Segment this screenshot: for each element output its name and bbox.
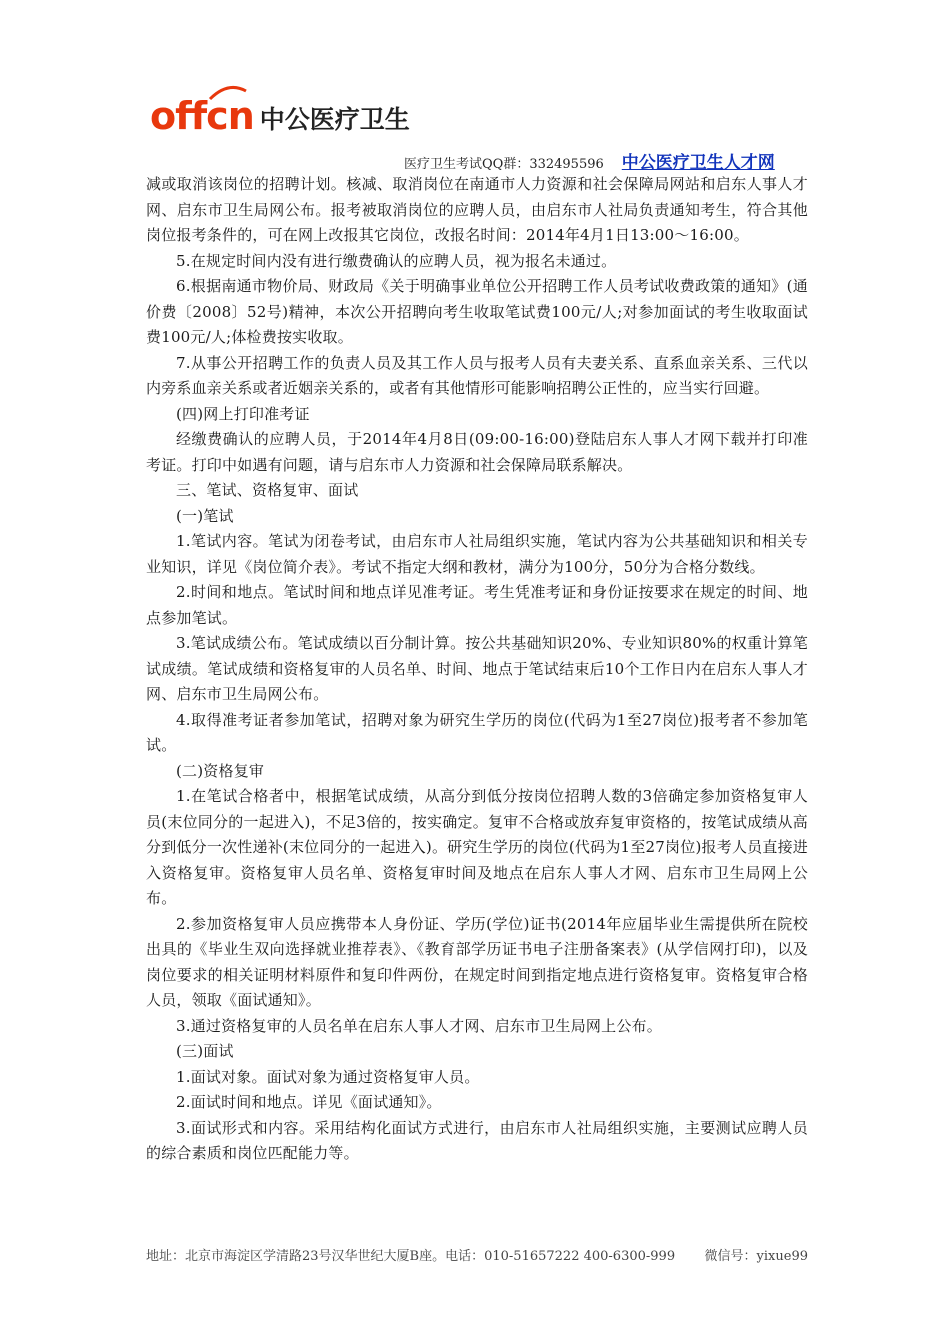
paragraph: 2.参加资格复审人员应携带本人身份证、学历(学位)证书(2014年应届毕业生需提供所在院校出具的《毕业生双向选择就业推荐表》、《教育部学历证书电子注册备案表》(从学信网打印)，以及岗位要求的相关证明材料原件和复印件两份，在规定时间到指定地点进行资格复审。资格复审合格人员，领取《面试通知》。: [146, 914, 808, 1009]
paragraph: 2.面试时间和地点。详见《面试通知》。: [176, 1093, 442, 1111]
paragraph: 3.面试形式和内容。采用结构化面试方式进行，由启东市人社局组织实施，主要测试应聘人员的综合素质和岗位匹配能力等。: [146, 1118, 808, 1162]
section-heading: (三)面试: [176, 1042, 234, 1060]
logo-wordmark: offcn: [150, 94, 254, 138]
paragraph: 1.在笔试合格者中，根据笔试成绩，从高分到低分按岗位招聘人数的3倍确定参加资格复审人员(末位同分的一起进入)，不足3倍的，按实确定。复审不合格或放弃复审资格的，按笔试成绩从高分到低分一次性递补(末位同分的一起进入)。研究生学历的岗位(代码为1至27岗位)报考人员直接进入资格复审。资格复审人员名单、资格复审时间及地点在启东人事人才网、启东市卫生局网上公布。: [146, 787, 808, 907]
paragraph: 3.通过资格复审的人员名单在启东人事人才网、启东市卫生局网上公布。: [176, 1016, 662, 1035]
talent-site-link[interactable]: 中公医疗卫生人才网: [621, 153, 775, 173]
paragraph: 7.从事公开招聘工作的负责人员及其工作人员与报考人员有夫妻关系、直系血亲关系、三代以内旁系血亲关系或者近姻亲关系的，或者有其他情形可能影响招聘公正性的，应当实行回避。: [146, 353, 808, 397]
logo-chinese-name: 中公医疗卫生: [259, 105, 410, 134]
footer-wechat: 微信号：yixue99: [704, 1249, 808, 1264]
qq-group-text: 医疗卫生考试QQ群：332495596: [404, 157, 604, 172]
section-heading: (一)笔试: [176, 506, 234, 525]
section-heading: 三、笔试、资格复审、面试: [176, 481, 359, 499]
paragraph: 1.笔试内容。笔试为闭卷考试，由启东市人社局组织实施，笔试内容为公共基础知识和相关专业知识，详见《岗位简介表》。考试不指定大纲和教材，满分为100分，50分为合格分数线。: [146, 532, 808, 576]
paragraph: 4.取得准考证者参加笔试，招聘对象为研究生学历的岗位(代码为1至27岗位)报考者不参加笔试。: [146, 710, 808, 754]
paragraph: 1.面试对象。面试对象为通过资格复审人员。: [176, 1067, 480, 1086]
paragraph: 减或取消该岗位的招聘计划。核减、取消岗位在南通市人力资源和社会保障局网站和启东人事人才网、启东市卫生局网公布。报考被取消岗位的应聘人员，由启东市人社局负责通知考生，符合其他岗位报考条件的，可在网上改报其它岗位，改报名时间：2014年4月1日13:00～16:00。: [146, 175, 808, 244]
page-footer: [146, 1245, 808, 1264]
header-contact: [404, 148, 775, 173]
logo-arc-icon: [208, 85, 248, 101]
paragraph: 6.根据南通市物价局、财政局《关于明确事业单位公开招聘工作人员考试收费政策的通知》(通价费〔2008〕52号)精神，本次公开招聘向考生收取笔试费100元/人;对参加面试的考生收取面试费100元/人;体检费按实收取。: [146, 277, 808, 346]
paragraph: 5.在规定时间内没有进行缴费确认的应聘人员，视为报名未通过。: [176, 251, 617, 270]
page-header: [0, 0, 950, 175]
paragraph: 2.时间和地点。笔试时间和地点详见准考证。考生凭准考证和身份证按要求在规定的时间、地点参加笔试。: [146, 583, 808, 627]
paragraph: 经缴费确认的应聘人员，于2014年4月8日(09:00-16:00)登陆启东人事人才网下载并打印准考证。打印中如遇有问题，请与启东市人力资源和社会保障局联系解决。: [146, 430, 808, 474]
document-body: [146, 172, 808, 1167]
paragraph: 3.笔试成绩公布。笔试成绩以百分制计算。按公共基础知识20%、专业知识80%的权重计算笔试成绩。笔试成绩和资格复审的人员名单、时间、地点于笔试结束后10个工作日内在启东人事人才网、启东市卫生局网公布。: [146, 634, 808, 703]
footer-address: 地址：北京市海淀区学清路23号汉华世纪大厦B座。电话：010-51657222 400-6300-999: [146, 1249, 676, 1264]
section-heading: (四)网上打印准考证: [176, 404, 310, 423]
offcn-logo: [150, 93, 410, 138]
section-heading: (二)资格复审: [176, 761, 265, 780]
